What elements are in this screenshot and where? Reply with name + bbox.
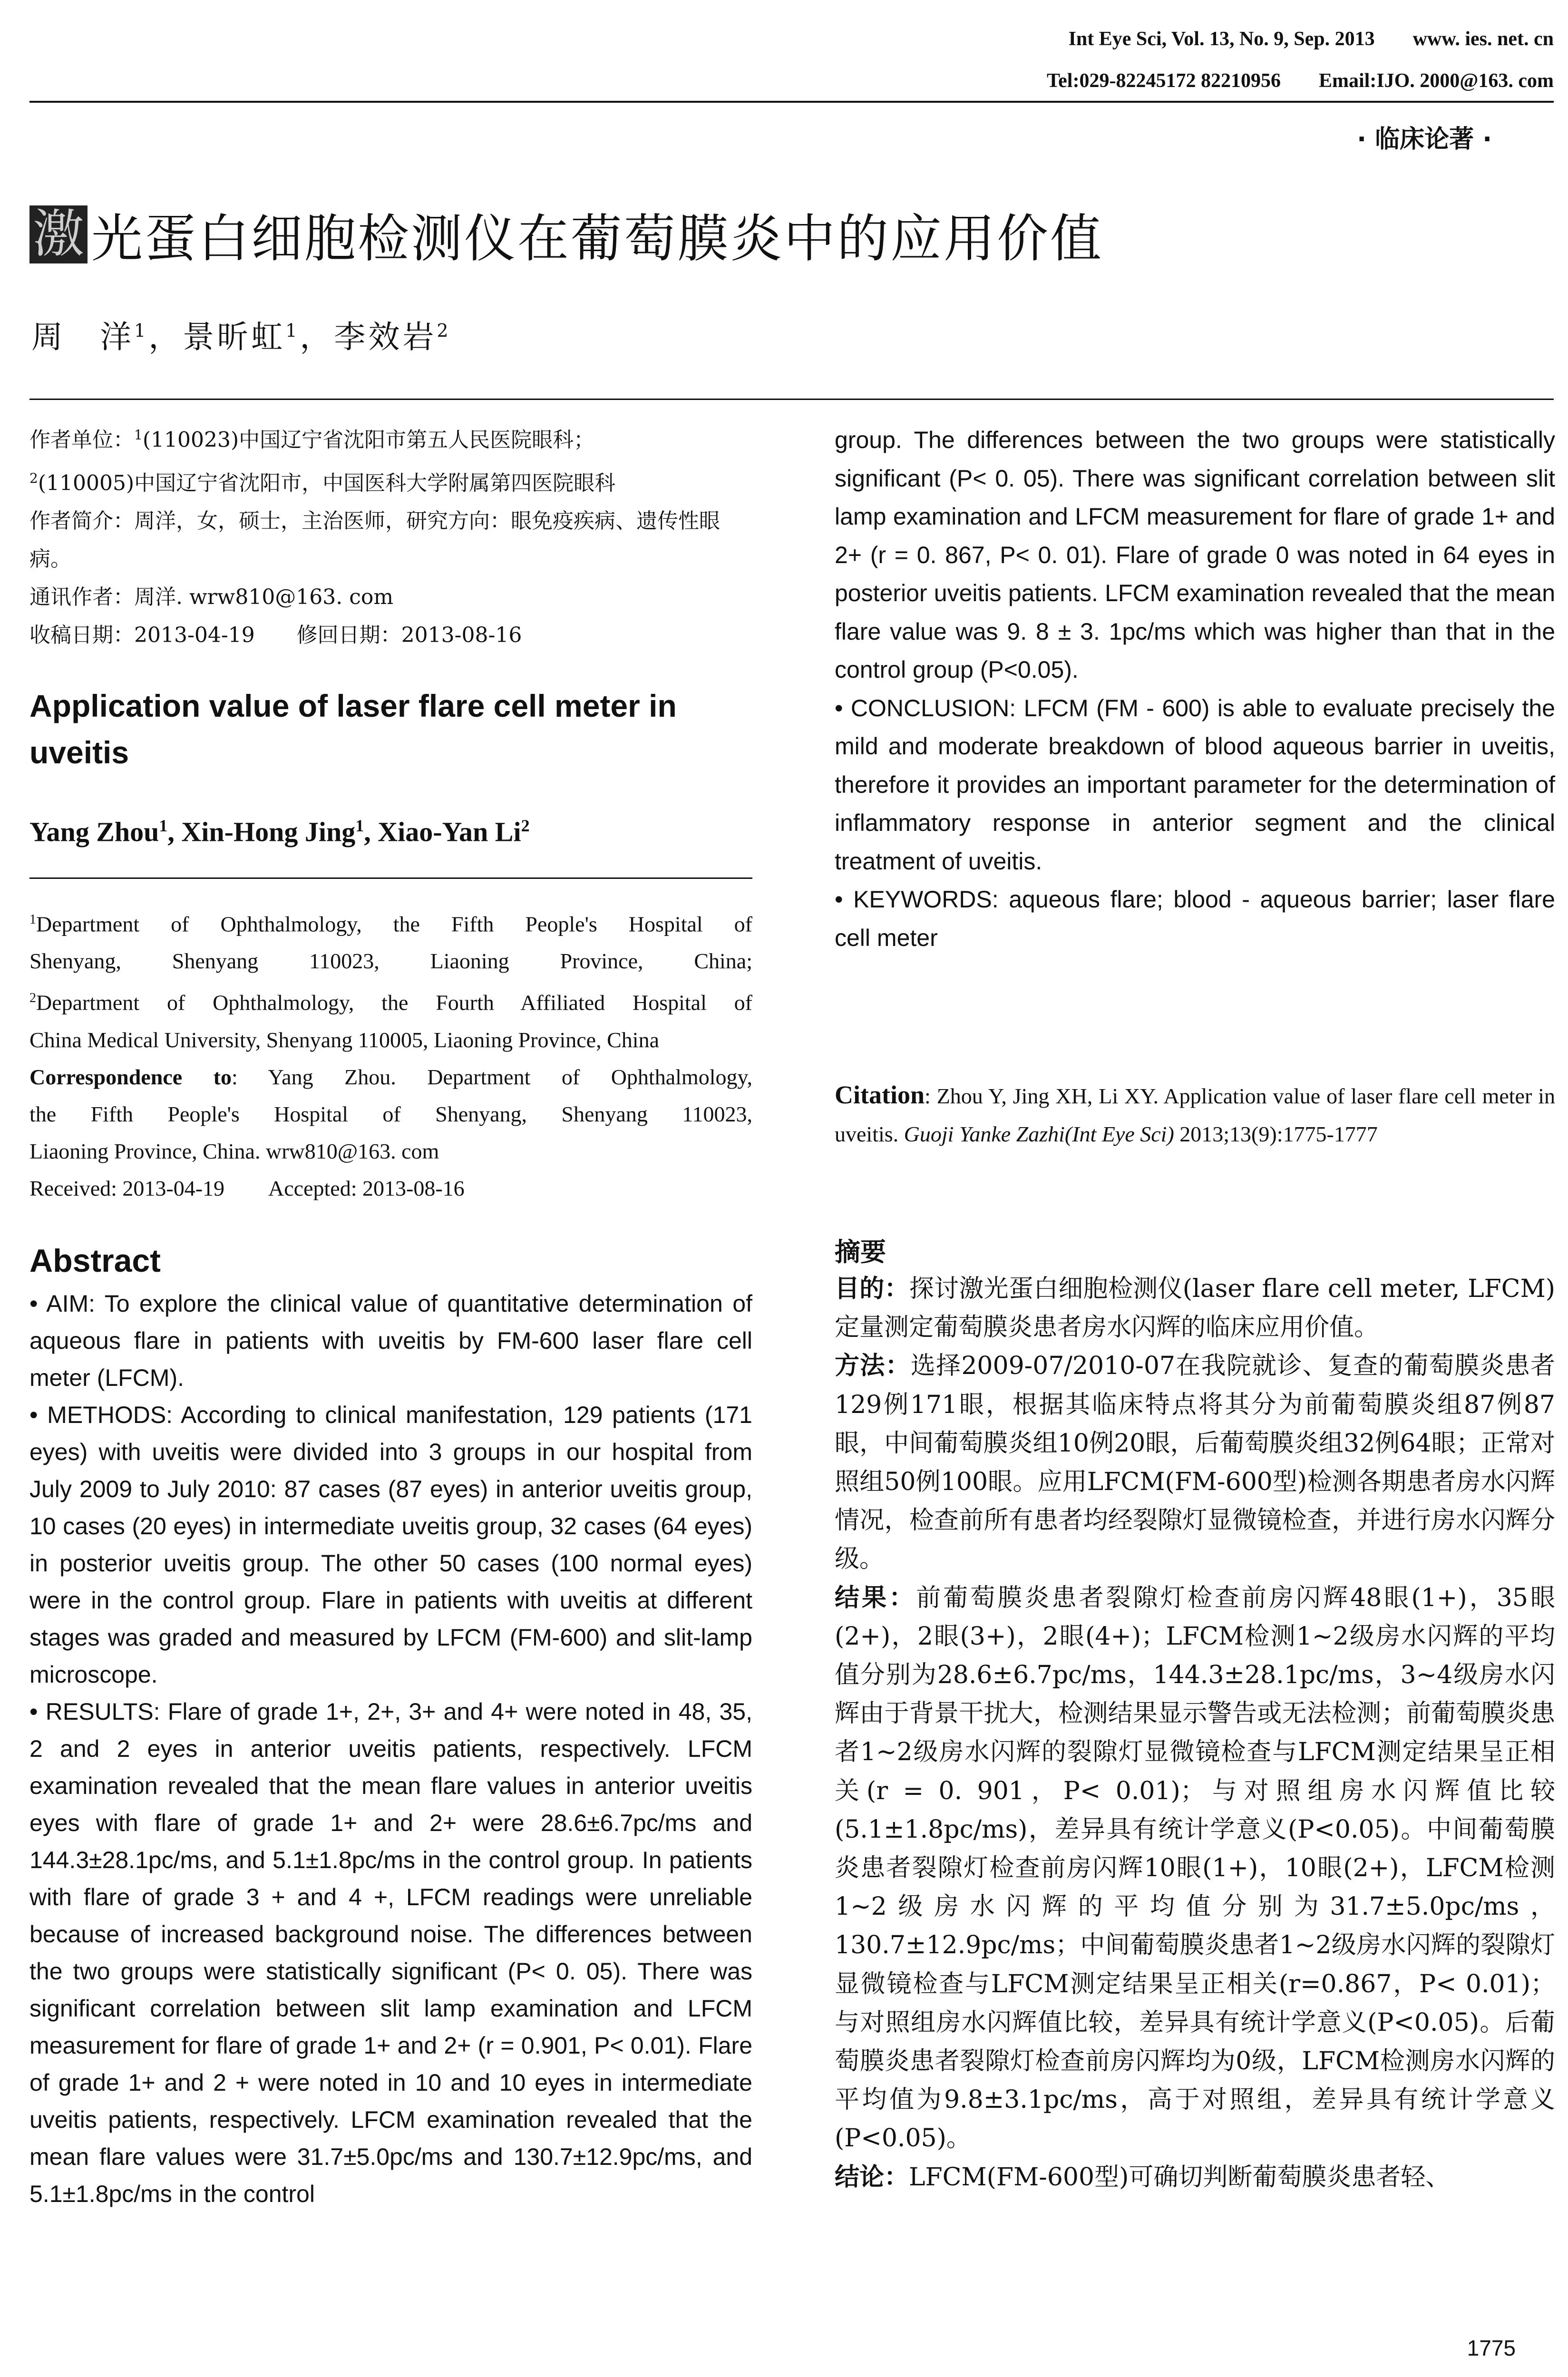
cn-methods-label: 方法：	[835, 1352, 911, 1381]
affil-en-line1	[29, 901, 752, 943]
journal-volume: Int Eye Sci, Vol. 13, No. 9, Sep. 2013	[1068, 28, 1375, 50]
journal-email: Email:IJO. 2000@163. com	[1318, 70, 1554, 92]
received-date: 收稿日期：2013-04-19 修回日期：2013-08-16	[29, 623, 522, 648]
affil-cn-sup2: 2	[29, 470, 38, 486]
cn-aim-text: 探讨激光蛋白细胞检测仪(laser flare cell meter, LFCM)定量测定葡萄膜炎患者房水闪辉的临床应用价值。	[835, 1275, 1555, 1342]
affil-en-text3: Department of Ophthalmology, the Fourth Affiliated Hospital of	[36, 990, 752, 1015]
author-1-sup: 1	[134, 320, 149, 341]
english-title: Application value of laser flare cell meter in uveitis	[29, 688, 677, 770]
corresponding-author: 通讯作者：周洋. wrw810@163. com	[29, 585, 394, 610]
citation	[835, 1076, 1555, 1153]
section-label: · 临床论著 ·	[1357, 125, 1492, 154]
cn-aim	[835, 1270, 1555, 1347]
affil-en-text1: Department of Ophthalmology, the Fifth People's Hospital of	[36, 912, 752, 936]
cn-conclusion-text: LFCM(FM-600型)可确切判断葡萄膜炎患者轻、	[909, 2163, 1451, 2192]
cn-methods	[835, 1347, 1555, 1578]
affil-en-line5	[29, 1059, 752, 1096]
author-bio: 作者简介：周洋，女，硕士，主治医师，研究方向：眼免疫疾病、遗传性眼病。	[29, 509, 720, 572]
abstract-results: • RESULTS: Flare of grade 1+, 2+, 3+ and 4+ were noted in 48, 35, 2 and 2 eyes in anterior uveitis patients, respectively. LFCM examination revealed that the mean flare values in anterior uveitis eyes with flare of grade 1+ and 2+ were 28.6±6.7pc/ms and 144.3±28.1pc/ms, and 5.1±1.8pc/ms in the control group. In patients with flare of grade 3 + and 4 +, LFCM readings were unreliable because of increased background noise. The differences between the two groups were statistically significant (P< 0. 05). There was significant correlation between slit lamp examination and LFCM measurement for flare of grade 1+ and 2+ (r = 0.901, P< 0.01). Flare of grade 1+ and 2 + were noted in 10 and 10 eyes in intermediate uveitis patients, respectively. LFCM examination revealed that the mean flare values were 31.7±5.0pc/ms and 130.7±12.9pc/ms, and 5.1±1.8pc/ms in the control	[29, 1698, 752, 2207]
affil-en-line4: China Medical University, Shenyang 110005, Liaoning Province, China	[29, 1027, 659, 1052]
en-author-2-sup: 1	[355, 816, 364, 835]
abstract-body	[29, 1285, 752, 2212]
title-dropcap: 激	[29, 205, 88, 263]
affiliation-chinese	[29, 416, 752, 654]
abstract-results-cont: group. The differences between the two groups were statistically significant (P< 0. 05). There was significant correlation between slit lamp examination and LFCM measurement for flare of grade 1+ and 2+ (r = 0. 867, P< 0. 01). Flare of grade 0 was noted in 64 eyes in posterior uveitis patients. LFCM examination revealed that the mean flare value was 9. 8 ± 3. 1pc/ms which was higher than that in the control group (P<0.05).	[835, 427, 1555, 683]
abstract-conclusion: • CONCLUSION: LFCM (FM - 600) is able to evaluate precisely the mild and moderate breakdown of blood aqueous barrier in uveitis, therefore it provides an important parameter for the determination of inflammatory response in anterior segment and the clinical treatment of uveitis.	[835, 694, 1555, 875]
citation-journal: Guoji Yanke Zazhi(Int Eye Sci)	[904, 1122, 1174, 1146]
correspondence-label: Correspondence to	[29, 1064, 232, 1089]
abstract-aim: • AIM: To explore the clinical value of quantitative determination of aqueous flare in patients with uveitis by FM-600 laser flare cell meter (LFCM).	[29, 1290, 752, 1391]
cn-results-text: 前葡萄膜炎患者裂隙灯检查前房闪辉48眼(1+)，35眼(2+)，2眼(3+)，2眼(4+)；LFCM检测1~2级房水闪辉的平均值分别为28.6±6.7pc/ms，144.3±28.1pc/ms，3~4级房水闪辉由于背景干扰大，检测结果显示警告或无法检测；前葡萄膜炎患者1~2级房水闪辉的裂隙灯显微镜检查与LFCM测定结果呈正相关(r = 0. 901，P< 0.01)；与对照组房水闪辉值比较(5.1±1.8pc/ms)，差异具有统计学意义(P<0.05)。中间葡萄膜炎患者裂隙灯检查前房闪辉10眼(1+)，10眼(2+)，LFCM检测1~2级房水闪辉的平均值分别为31.7±5.0pc/ms，130.7±12.9pc/ms；中间葡萄膜炎患者1~2级房水闪辉的裂隙灯显微镜检查与LFCM测定结果呈正相关(r=0.867，P< 0.01)；与对照组房水闪辉值比较，差异具有统计学意义(P<0.05)。后葡萄膜炎患者裂隙灯检查前房闪辉均为0级，LFCM检测房水闪辉的平均值为9.8±3.1pc/ms，高于对照组，差异具有统计学意义(P<0.05)。	[835, 1583, 1555, 2153]
abstract-heading: Abstract	[29, 1243, 161, 1279]
author-1: 周 洋	[31, 319, 134, 355]
affiliation-english	[29, 901, 752, 1207]
cn-abstract-body	[835, 1270, 1555, 2197]
journal-tel: Tel:029-82245172 82210956	[1047, 70, 1281, 92]
affil-cn-text1: (110023)中国辽宁省沈阳市第五人民医院眼科；	[142, 428, 595, 452]
article-title	[29, 197, 1103, 271]
cn-conclusion	[835, 2158, 1555, 2197]
authors-chinese	[31, 312, 451, 357]
affil-en-line7: Liaoning Province, China. wrw810@163. com	[29, 1139, 439, 1163]
citation-tail: 2013;13(9):1775-1777	[1174, 1122, 1378, 1146]
affil-cn-text2: (110005)中国辽宁省沈阳市，中国医科大学附属第四医院眼科	[38, 471, 616, 496]
en-author-1: Yang Zhou	[29, 816, 159, 848]
en-author-1-sup: 1	[159, 816, 168, 835]
affil-en-line8: Received: 2013-04-19 Accepted: 2013-08-16	[29, 1176, 465, 1200]
author-3-sup: 2	[437, 320, 451, 341]
cn-conclusion-label: 结论：	[835, 2163, 909, 2192]
author-2-sup: 1	[285, 320, 300, 341]
header-rule	[29, 101, 1554, 103]
title-text: 光蛋白细胞检测仪在葡萄膜炎中的应用价值	[91, 209, 1104, 269]
affil-en-line6: the Fifth People's Hospital of Shenyang, Shenyang 110023,	[29, 1101, 752, 1126]
affil-en-text5: : Yang Zhou. Department of Ophthalmology,	[231, 1064, 752, 1089]
affiliation-rule	[29, 877, 752, 879]
page-number: 1775	[1467, 2336, 1516, 2360]
en-author-3: , Xiao-Yan Li	[364, 816, 521, 848]
affil-en-sup2: 2	[29, 991, 36, 1006]
cn-methods-text: 选择2009-07/2010-07在我院就诊、复查的葡萄膜炎患者129例171眼，根据其临床特点将其分为前葡萄膜炎组87例87眼，中间葡萄膜炎组10例20眼，后葡萄膜炎组32例64眼；正常对照组50例100眼。应用LFCM(FM-600型)检测各期患者房水闪辉情况，检查前所有患者均经裂隙灯显微镜检查，并进行房水闪辉分级。	[835, 1352, 1555, 1574]
author-2: ，景昕虹	[148, 319, 286, 355]
en-author-3-sup: 2	[521, 816, 530, 835]
cn-abstract-heading: 摘要	[835, 1237, 886, 1267]
affil-en-sup1: 1	[29, 912, 36, 927]
affil-cn-line1	[29, 416, 752, 459]
journal-website: www. ies. net. cn	[1412, 28, 1554, 50]
en-author-2: , Xin-Hong Jing	[167, 816, 356, 848]
cn-results-label: 结果：	[835, 1583, 916, 1612]
author-3: ，李效岩	[300, 319, 437, 355]
affil-cn-label: 作者单位：	[29, 428, 134, 452]
english-authors	[29, 816, 530, 848]
affil-cn-line2	[29, 459, 752, 503]
affil-en-line2: Shenyang, Shenyang 110023, Liaoning Province, China;	[29, 949, 752, 974]
journal-header-line2	[1047, 69, 1554, 92]
affil-en-line3	[29, 980, 752, 1021]
abstract-methods: • METHODS: According to clinical manifestation, 129 patients (171 eyes) with uveitis were divided into 3 groups in our hospital from July 2009 to July 2010: 87 cases (87 eyes) in anterior uveitis group, 10 cases (20 eyes) in intermediate uveitis group, 32 cases (64 eyes) in posterior uveitis group. The other 50 cases (100 normal eyes) were in the control group. Flare in patients with uveitis at different stages was graded and measured by LFCM (FM-600) and slit-lamp microscope.	[29, 1402, 752, 1688]
abstract-continued	[835, 421, 1555, 957]
cn-aim-label: 目的：	[835, 1275, 909, 1303]
cn-results	[835, 1579, 1555, 2158]
abstract-keywords: • KEYWORDS: aqueous flare; blood - aqueous barrier; laser flare cell meter	[835, 886, 1555, 951]
citation-label: Citation	[835, 1081, 925, 1109]
affil-cn-sup1: 1	[134, 427, 143, 443]
citation-text: : Zhou Y, Jing XH, Li XY. Application value of laser flare cell meter in uveitis.	[835, 1084, 1555, 1146]
journal-header-line1	[1069, 28, 1554, 50]
title-rule	[29, 399, 1554, 400]
